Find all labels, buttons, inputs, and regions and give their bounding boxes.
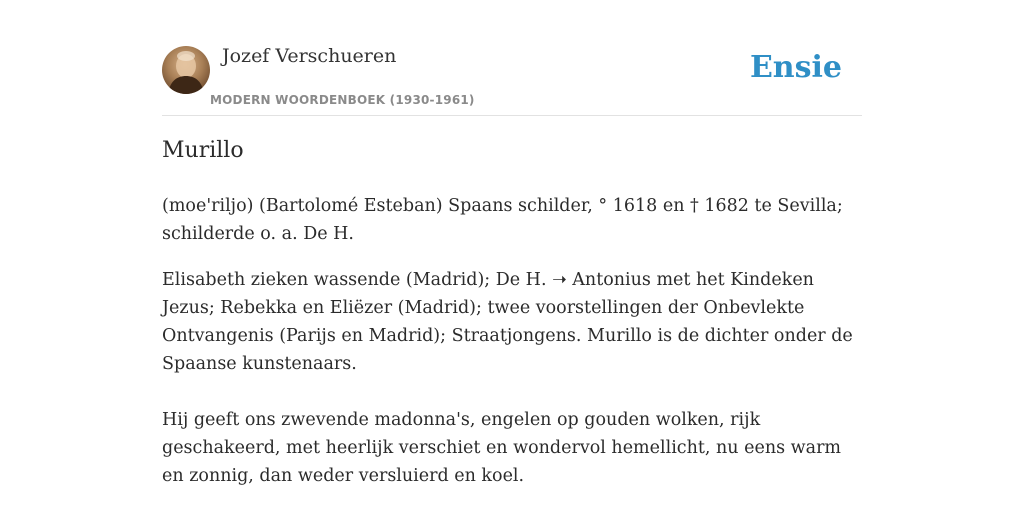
entry-title: Murillo [162,138,244,163]
source-dictionary[interactable]: MODERN WOORDENBOEK (1930-1961) [210,93,475,107]
author-avatar[interactable] [162,46,210,94]
author-name[interactable]: Jozef Verschueren [222,45,397,67]
entry-header [162,40,862,116]
author-portrait-icon [162,46,210,94]
entry-paragraph: Elisabeth zieken wassende (Madrid); De H. ➝ Antonius met het Kindeken Jezus; Rebekka en Eliëzer (Madrid); twee voorstellingen der Onbevlekte Ontvangenis (Parijs en Madrid); Straatjongens. Murillo is de dichter onder de Spaanse kunstenaars. [162,270,853,374]
entry-paragraph: Hij geeft ons zwevende madonna's, engelen op gouden wolken, rijk geschakeerd, met heerlijk verschiet en wondervol hemellicht, nu eens warm en zonnig, dan weder versluierd en koel. [162,410,842,486]
entry-body [162,192,862,508]
site-logo[interactable]: Ensie [749,50,842,85]
entry-paragraph: (moe'riljo) (Bartolomé Esteban) Spaans schilder, ° 1618 en † 1682 te Sevilla; schilderde o. a. De H. [162,196,843,244]
